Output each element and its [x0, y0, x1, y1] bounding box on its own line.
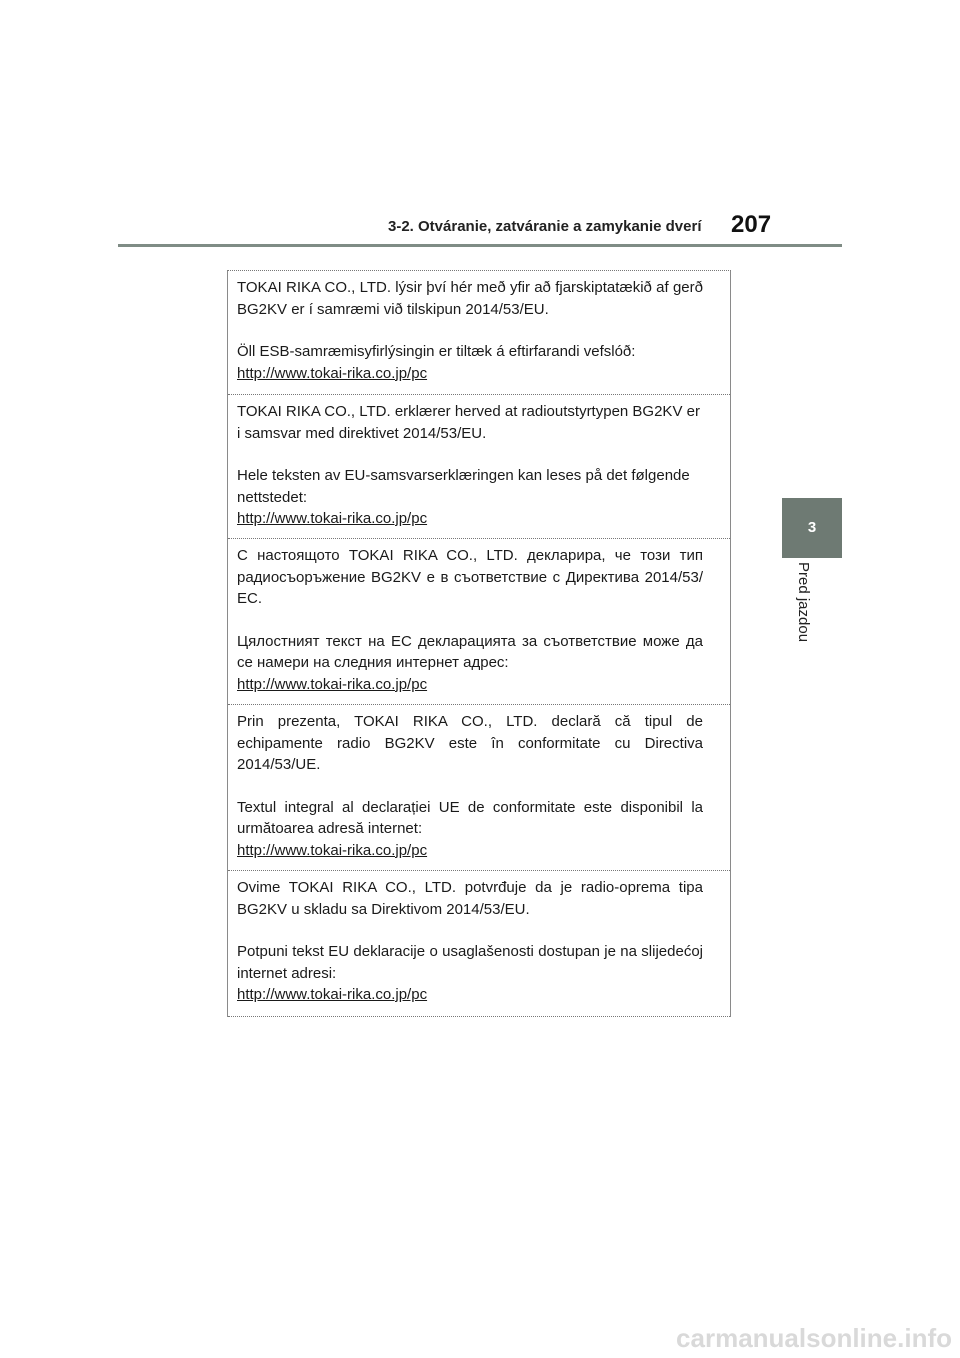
declaration-link[interactable]: http://www.tokai-rika.co.jp/pc [237, 364, 428, 382]
chapter-tab[interactable]: 3 [782, 498, 842, 558]
declaration-availability: Potpuni tekst EU deklaracije o usaglašenosti dostupan je na slijedećoj internet adresi: [237, 943, 703, 982]
declaration-statement: Prin prezenta, TOKAI RIKA CO., LTD. declară că tipul de echipamente radio BG2KV este în conformitate cu Directiva 2014/53/UE. [237, 713, 703, 773]
declaration-statement: TOKAI RIKA CO., LTD. lýsir því hér með yfir að fjarskiptatækið af gerð BG2KV er í samræmi við tilskipun 2014/53/EU. [237, 279, 703, 318]
declaration-link[interactable]: http://www.tokai-rika.co.jp/pc [237, 986, 428, 1003]
header-divider [118, 244, 842, 247]
declaration-bulgarian [228, 539, 730, 705]
watermark-text: carmanualsonline.info [676, 1323, 952, 1353]
declaration-croatian [228, 871, 730, 1017]
declaration-icelandic [228, 271, 730, 395]
declaration-romanian [228, 705, 730, 871]
declaration-availability: Цялостният текст на ЕС декларацията за съответствие може да се намери на следния интернет адрес: [237, 632, 703, 671]
declaration-availability: Textul integral al declarației UE de conformitate este disponibil la următoarea adresă internet: [237, 798, 703, 837]
page-number: 207 [731, 211, 772, 238]
chapter-label: Pred jazdou [795, 562, 812, 643]
declaration-link[interactable]: http://www.tokai-rika.co.jp/pc [237, 675, 428, 693]
declarations-table [227, 270, 731, 1017]
declaration-link[interactable]: http://www.tokai-rika.co.jp/pc [237, 510, 428, 527]
declaration-statement: TOKAI RIKA CO., LTD. erklærer herved at radioutstyrtypen BG2KV er i samsvar med direktivet 2014/53/EU. [237, 403, 700, 442]
declaration-availability: Öll ESB-samræmisyfirlýsingin er tiltæk á eftirfarandi vefslóð: [237, 343, 636, 360]
declaration-statement: С настоящото TOKAI RIKA CO., LTD. декларира, че този тип радиосъоръжение BG2KV е в съответствие с Директива 2014/53/ЕС. [237, 547, 703, 607]
declaration-norwegian [228, 395, 730, 539]
section-title: 3-2. Otváranie, zatváranie a zamykanie dverí [388, 218, 702, 235]
declaration-link[interactable]: http://www.tokai-rika.co.jp/pc [237, 841, 428, 859]
declaration-availability: Hele teksten av EU-samsvarserklæringen kan leses på det følgende nettstedet: [237, 467, 690, 506]
declaration-statement: Ovime TOKAI RIKA CO., LTD. potvrđuje da je radio-oprema tipa BG2KV u skladu sa Direktivom 2014/53/EU. [237, 879, 703, 918]
